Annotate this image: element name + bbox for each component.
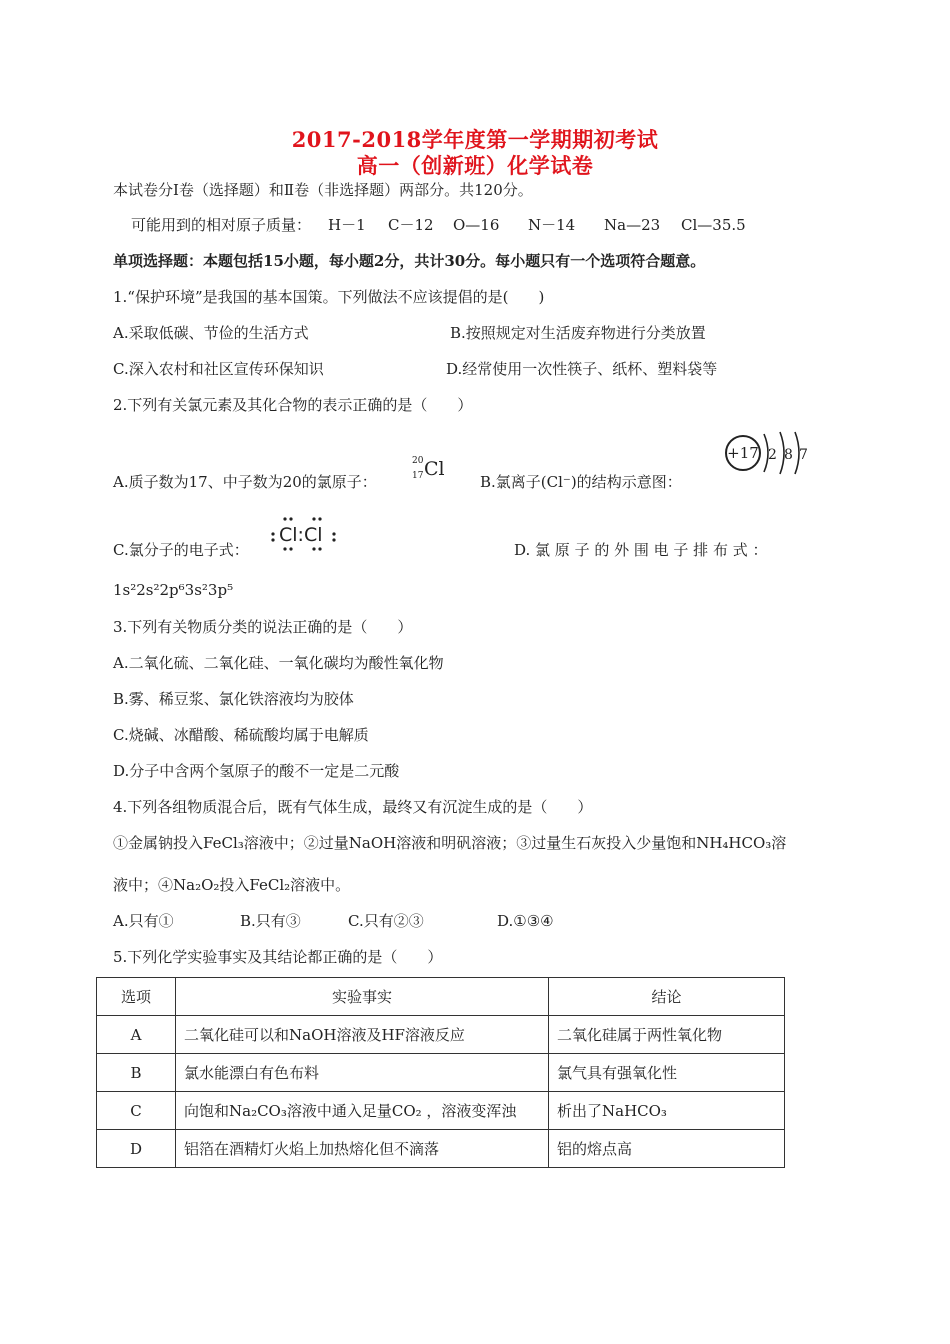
- q3-option-c: C.烧碱、冰醋酸、稀硫酸均属于电解质: [113, 726, 369, 744]
- q4-items-line1: ①金属钠投入FeCl₃溶液中；②过量NaOH溶液和明矾溶液；③过量生石灰投入少量饱和NH₄HCO₃溶: [113, 834, 787, 852]
- table-header-cell: 实验事实: [176, 978, 549, 1016]
- table-cell: 二氧化硅属于两性氧化物: [549, 1016, 785, 1054]
- table-cell: 氯气具有强氧化性: [549, 1054, 785, 1092]
- q1-option-a: A.采取低碳、节俭的生活方式: [113, 324, 309, 342]
- q3-option-a: A.二氧化硫、二氧化硅、一氧化碳均为酸性氧化物: [113, 654, 444, 672]
- table-cell: B: [97, 1054, 176, 1092]
- atomic-mass-label: 可能用到的相对原子质量：: [131, 216, 312, 234]
- q3-option-d: D.分子中含两个氢原子的酸不一定是二元酸: [113, 762, 400, 780]
- table-cell: 氯水能漂白有色布料: [176, 1054, 549, 1092]
- q4-items-line2: 液中；④Na₂O₂投入FeCl₂溶液中。: [113, 876, 351, 894]
- q2-option-c: C.氯分子的电子式：: [113, 541, 249, 559]
- table-cell: 铝箔在酒精灯火焰上加热熔化但不滴落: [176, 1130, 549, 1168]
- q5-stem: 5.下列化学实验事实及其结论都正确的是（ ）: [113, 948, 443, 966]
- atomic-mass-na: Na—23: [604, 216, 661, 234]
- shell-electrons-2: 8: [784, 447, 793, 463]
- mass-number: 20: [412, 456, 424, 466]
- exam-title: 2017-2018学年度第一学期期初考试: [291, 127, 659, 152]
- table-row: [97, 1016, 785, 1054]
- table-row: [97, 1092, 785, 1130]
- q3-option-b: B.雾、稀豆浆、氯化铁溶液均为胶体: [113, 690, 354, 708]
- atomic-mass-line: [131, 215, 746, 235]
- q2-option-a: A.质子数为17、中子数为20的氯原子：: [113, 473, 377, 491]
- q4-option-d: D.①③④: [497, 912, 554, 930]
- table-header-cell: 结论: [549, 978, 785, 1016]
- q2-option-d-config: 1s²2s²2p⁶3s²3p⁵: [113, 581, 234, 599]
- atomic-mass-c: C－12: [388, 216, 434, 234]
- atomic-number: 17: [412, 471, 424, 481]
- exam-subtitle: 高一（创新班）化学试卷: [356, 153, 594, 178]
- table-cell: 铝的熔点高: [549, 1130, 785, 1168]
- q2-stem: 2.下列有关氯元素及其化合物的表示正确的是（ ）: [113, 396, 473, 414]
- section-heading: 单项选择题：本题包括15小题，每小题2分，共计30分。每小题只有一个选项符合题意。: [113, 252, 706, 270]
- atomic-mass-o: O—16: [453, 216, 500, 234]
- table-header-row: [97, 978, 785, 1016]
- q3-stem: 3.下列有关物质分类的说法正确的是（ ）: [113, 618, 413, 636]
- chlorine-lewis-structure: [270, 515, 340, 553]
- q2-option-b: B.氯离子(Cl⁻)的结构示意图：: [480, 473, 682, 491]
- q1-option-d: D.经常使用一次性筷子、纸杯、塑料袋等: [446, 360, 718, 378]
- shell-electrons-3: 7: [799, 447, 808, 463]
- table-cell: A: [97, 1016, 176, 1054]
- table-row: [97, 1054, 785, 1092]
- table-header-cell: 选项: [97, 978, 176, 1016]
- table-row: [97, 1130, 785, 1168]
- q5-table: [96, 977, 785, 1168]
- table-cell: 析出了NaHCO₃: [549, 1092, 785, 1130]
- q4-option-a: A.只有①: [113, 912, 174, 930]
- atomic-mass-cl: Cl—35.5: [681, 216, 746, 234]
- intro-text: 本试卷分Ⅰ卷（选择题）和Ⅱ卷（非选择题）两部分。共120分。: [113, 181, 533, 199]
- shell-electrons-1: 2: [768, 447, 777, 463]
- q1-stem: 1.“保护环境”是我国的基本国策。下列做法不应该提倡的是( ): [113, 288, 545, 306]
- q2-option-d: D. 氯 原 子 的 外 围 电 子 排 布 式 ：: [514, 541, 768, 559]
- table-cell: C: [97, 1092, 176, 1130]
- lewis-formula: Cl:Cl: [279, 524, 323, 546]
- q1-option-b: B.按照规定对生活废弃物进行分类放置: [450, 324, 706, 342]
- q1-option-c: C.深入农村和社区宣传环保知识: [113, 360, 324, 378]
- chlorine-isotope-notation: [412, 456, 452, 486]
- atomic-mass-h: H－1: [328, 216, 366, 234]
- q4-option-c: C.只有②③: [348, 912, 424, 930]
- table-cell: 二氧化硅可以和NaOH溶液及HF溶液反应: [176, 1016, 549, 1054]
- nucleus-charge: +17: [727, 444, 759, 462]
- q4-option-b: B.只有③: [240, 912, 301, 930]
- atomic-mass-n: N－14: [528, 216, 576, 234]
- table-cell: 向饱和Na₂CO₃溶液中通入足量CO₂ ，溶液变浑浊: [176, 1092, 549, 1130]
- table-cell: D: [97, 1130, 176, 1168]
- element-symbol: Cl: [424, 458, 445, 480]
- q4-stem: 4.下列各组物质混合后，既有气体生成，最终又有沉淀生成的是（ ）: [113, 798, 593, 816]
- chloride-ion-structure-diagram: [722, 424, 812, 486]
